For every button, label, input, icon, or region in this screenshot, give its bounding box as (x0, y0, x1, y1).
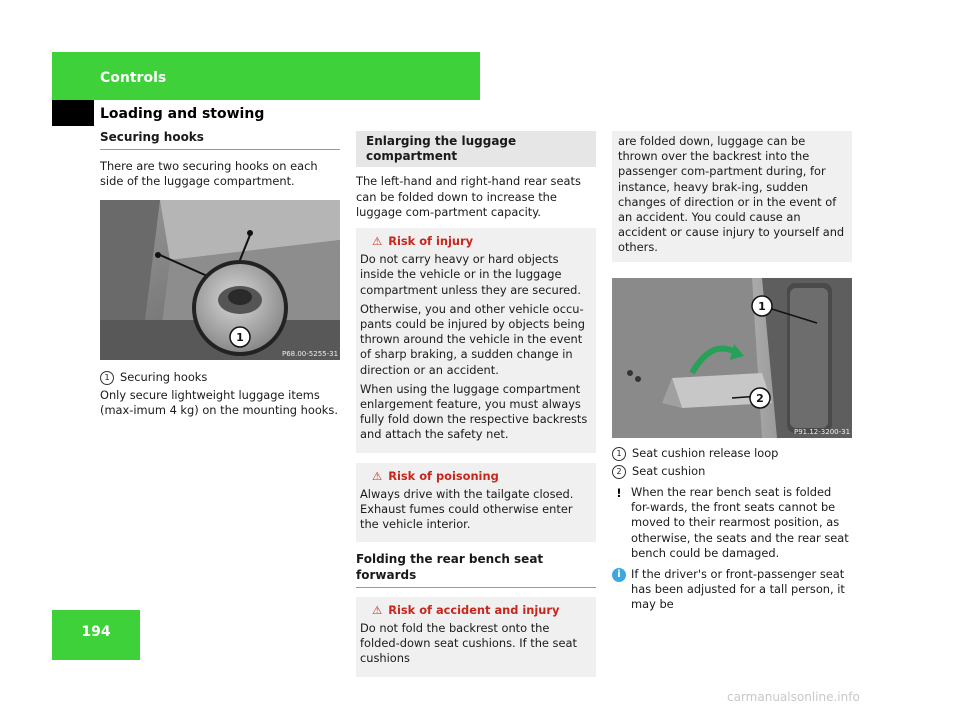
column-2 (356, 131, 596, 687)
info-note (612, 567, 852, 613)
warning-triangle-icon: ⚠ (372, 602, 383, 617)
warning-text: Otherwise, you and other vehicle occu-pants could be injured by objects being thrown around the vehicle in the event of sharp braking, a sudden change in direction or an accident. (360, 301, 585, 377)
enlarging-intro: The left-hand and right-hand rear seats can be folded down to increase the luggage com-partment capacity. (356, 174, 581, 219)
warning-text: When using the luggage compartment enlargement feature, you must always fully fold down the respective backrests and attach the safety net. (360, 381, 588, 442)
callout-1: 1 (758, 299, 766, 313)
legend-item (100, 370, 340, 385)
warning-triangle-icon: ⚠ (372, 234, 383, 249)
exclamation-icon: ! (616, 486, 622, 501)
warning-text: Always drive with the tailgate closed. Exhaust fumes could otherwise enter the vehicle interior. (360, 486, 574, 532)
header-marker (52, 100, 94, 126)
warning-continuation: are folded down, luggage can be thrown over the backrest into the passenger com-partment during, for instance, heavy brak-ing, sudden changes of direction or in the event of an accident. You could cause an accident or cause injury to yourself and others. (612, 131, 852, 262)
legend-number: 1 (100, 371, 114, 385)
warning-title: ⚠ Risk of accident and injury (372, 602, 560, 617)
rear-seat-illustration (612, 278, 852, 438)
page-number: 194 (81, 624, 111, 640)
photo-code: P91.12-3200-31 (794, 427, 851, 436)
luggage-compartment-illustration (100, 200, 340, 360)
securing-hooks-body: Only secure lightweight luggage items (max-imum 4 kg) on the mounting hooks. (100, 387, 338, 418)
legend-number: 1 (612, 447, 626, 461)
page-number-box (52, 610, 140, 660)
rear-seat-photo (612, 278, 852, 438)
enlarging-heading: Enlarging the luggage compartment (356, 131, 596, 167)
photo-code: P68.00-5255-31 (282, 349, 339, 358)
header-bar (52, 52, 480, 100)
legend-item (612, 464, 852, 479)
warning-text: Do not fold the backrest onto the folded-down seat cushions. If the seat cushions (360, 621, 577, 666)
warning-box-poisoning (356, 463, 596, 543)
watermark: carmanualsonline.info (727, 690, 860, 704)
luggage-compartment-photo (100, 200, 340, 360)
caution-note (612, 485, 852, 561)
securing-hooks-heading: Securing hooks (100, 130, 340, 150)
callout-1: 1 (236, 330, 244, 344)
legend-text: Securing hooks (120, 369, 208, 384)
column-3 (612, 131, 852, 613)
warning-box-accident (356, 597, 596, 677)
warning-box-injury (356, 228, 596, 453)
subsection-title: Loading and stowing (100, 106, 265, 122)
legend-number: 2 (612, 465, 626, 479)
section-title: Controls (100, 70, 167, 86)
column-1 (100, 130, 340, 422)
legend-item (612, 446, 852, 461)
info-icon: i (612, 568, 626, 582)
warning-title: ⚠ Risk of injury (372, 234, 474, 249)
info-note-text: If the driver's or front-passenger seat has been adjusted for a tall person, it may be (631, 567, 845, 612)
legend-text: Seat cushion (632, 463, 706, 478)
folding-heading: Folding the rear bench seat forwards (356, 552, 596, 587)
warning-triangle-icon: ⚠ (372, 468, 383, 483)
callout-2: 2 (756, 391, 764, 405)
caution-note-text: When the rear bench seat is folded for-wards, the front seats cannot be moved to their rearmost position, as otherwise, the seats and the rear seat bench could be damaged. (631, 485, 849, 560)
warning-title: ⚠ Risk of poisoning (372, 468, 499, 483)
securing-hooks-intro: There are two securing hooks on each side of the luggage compartment. (100, 159, 318, 189)
warning-text: Do not carry heavy or hard objects inside the vehicle or in the luggage compartment unless they are secured. (360, 252, 582, 297)
legend-text: Seat cushion release loop (632, 445, 779, 460)
